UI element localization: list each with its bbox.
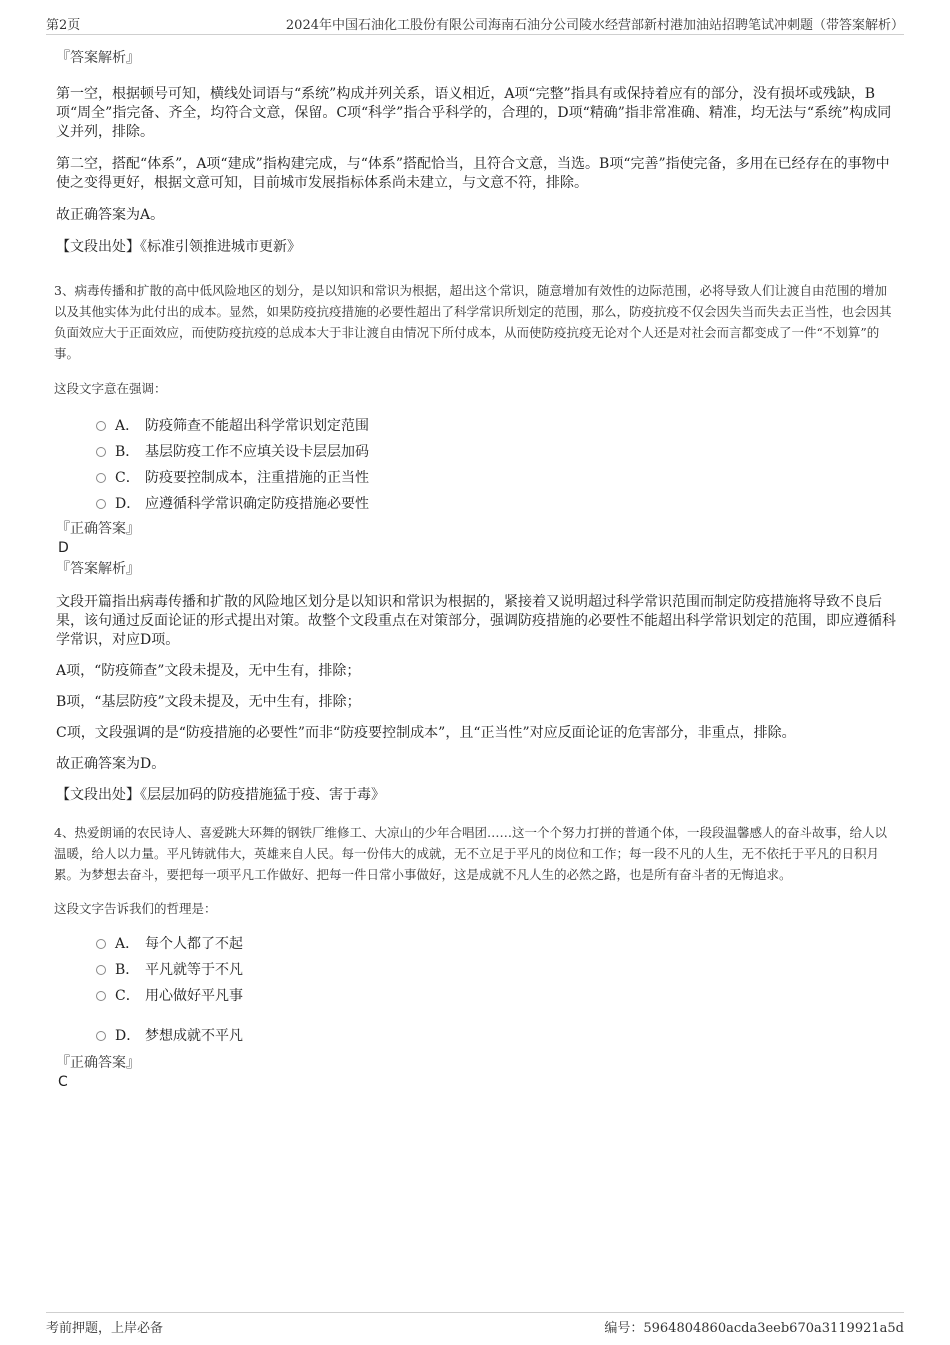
correct-answer-label: 『正确答案』 [56, 521, 140, 537]
option-letter: B． [115, 444, 140, 460]
option-text: 平凡就等于不凡 [145, 962, 243, 978]
radio-icon[interactable] [96, 939, 106, 949]
analysis-paragraph: 文段开篇指出病毒传播和扩散的风险地区划分是以知识和常识为根据的，紧接着又说明超过科学常识范围而制定防疫措施将导致不良后果，该句通过反面论证的形式提出对策。故整个文段重点在对策部分，强调防疫措施的必要性不能超出科学常识划定的范围，即应遵循科学常识，对应D项。 [56, 594, 896, 648]
option-b[interactable] [56, 957, 896, 983]
main-content [56, 44, 896, 1091]
document-title: 2024年中国石油化工股份有限公司海南石油分公司陵水经营部新村港加油站招聘笔试冲刺题（带答案解析） [285, 18, 904, 33]
analysis-paragraph: A项，“防疫筛查”文段未提及，无中生有，排除； [56, 663, 361, 679]
analysis-paragraph: 第一空，根据顿号可知，横线处词语与“系统”构成并列关系，语义相近，A项“完整”指具有或保持着应有的部分，没有损坏或残缺，B项“周全”指完备、齐全，均符合文意，保留。C项“科学”指合乎科学的，合理的，D项“精确”指非常准确、精准，均无法与“系统”构成同义并列，排除。 [56, 86, 892, 140]
option-a[interactable] [56, 413, 896, 439]
analysis-paragraph: B项，“基层防疫”文段未提及，无中生有，排除； [56, 694, 361, 710]
radio-icon[interactable] [96, 499, 106, 509]
options-list [56, 931, 896, 1049]
radio-icon[interactable] [96, 965, 106, 975]
options-list [56, 413, 896, 517]
option-d[interactable] [56, 1023, 896, 1049]
option-a[interactable] [56, 931, 896, 957]
analysis-label: 『答案解析』 [56, 50, 140, 66]
footer-slogan: 考前押题，上岸必备 [46, 1321, 164, 1336]
correct-answer: D [58, 540, 69, 556]
radio-icon[interactable] [96, 447, 106, 457]
analysis-paragraph: 第二空，搭配“体系”，A项“建成”指构建完成，与“体系”搭配恰当，且符合文意，当选。B项“完善”指使完备，多用在已经存在的事物中使之变得更好，根据文意可知，目前城市发展指标体系尚未建立，与文意不符，排除。 [56, 156, 890, 191]
option-c[interactable] [56, 983, 896, 1009]
option-text: 应遵循科学常识确定防疫措施必要性 [145, 496, 369, 512]
radio-icon[interactable] [96, 991, 106, 1001]
option-text: 用心做好平凡事 [145, 988, 243, 1004]
option-text: 防疫要控制成本，注重措施的正当性 [145, 470, 369, 486]
option-letter: A． [115, 936, 140, 952]
option-letter: B． [115, 962, 140, 978]
option-letter: D． [115, 496, 141, 512]
option-letter: C． [115, 988, 140, 1004]
source-citation: 【文段出处】《标准引领推进城市更新》 [56, 239, 301, 255]
option-letter: D． [115, 1028, 141, 1044]
question-stem: 4、热爱朗诵的农民诗人、喜爱跳大环舞的钢铁厂维修工、大凉山的少年合唱团……这一个个努力打拼的普通个体，一段段温馨感人的奋斗故事，给人以温暖，给人以力量。平凡铸就伟大，英雄来自人民。每一份伟大的成就，无不立足于平凡的岗位和工作；每一段不凡的人生，无不依托于平凡的日积月累。为梦想去奋斗，要把每一项平凡工作做好、把每一件日常小事做好，这是成就不凡人生的必然之路，也是所有奋斗者的无悔追求。 [54, 825, 887, 882]
option-text: 基层防疫工作不应填关设卡层层加码 [145, 444, 369, 460]
page-footer [46, 1312, 904, 1336]
option-d[interactable] [56, 491, 896, 517]
option-letter: C． [115, 470, 140, 486]
analysis-label: 『答案解析』 [56, 561, 140, 577]
radio-icon[interactable] [96, 421, 106, 431]
option-text: 梦想成就不平凡 [145, 1028, 243, 1044]
option-c[interactable] [56, 465, 896, 491]
option-text: 防疫筛查不能超出科学常识划定范围 [145, 418, 369, 434]
correct-answer: C [58, 1074, 68, 1090]
option-text: 每个人都了不起 [145, 936, 243, 952]
page-header [46, 14, 904, 35]
analysis-conclusion: 故正确答案为A。 [56, 207, 165, 223]
question-prompt: 这段文字告诉我们的哲理是： [54, 901, 217, 916]
radio-icon[interactable] [96, 1031, 106, 1041]
page-number: 第2页 [46, 18, 81, 33]
question-stem: 3、病毒传播和扩散的高中低风险地区的划分，是以知识和常识为根据，超出这个常识，随意增加有效性的边际范围，必将导致人们让渡自由范围的增加以及其他实体为此付出的成本。显然，如果防疫抗疫措施的必要性超出了科学常识所划定的范围，那么，防疫抗疫不仅会因失当而失去正当性，也会因其负面效应大于正面效应，而使防疫抗疫的总成本大于非让渡自由情况下所付成本，从而使防疫抗疫无论对个人还是对社会而言都变成了一件“不划算”的事。 [54, 283, 892, 361]
question-prompt: 这段文字意在强调： [54, 381, 167, 396]
correct-answer-label: 『正确答案』 [56, 1055, 140, 1071]
source-citation: 【文段出处】《层层加码的防疫措施猛于疫、害于毒》 [56, 787, 385, 803]
analysis-paragraph: C项，文段强调的是“防疫措施的必要性”而非“防疫要控制成本”，且“正当性”对应反面论证的危害部分，非重点，排除。 [56, 725, 796, 741]
option-b[interactable] [56, 439, 896, 465]
radio-icon[interactable] [96, 473, 106, 483]
option-letter: A． [115, 418, 140, 434]
analysis-conclusion: 故正确答案为D。 [56, 756, 166, 772]
document-id: 编号：5964804860acda3eeb670a3119921a5d [604, 1321, 904, 1336]
